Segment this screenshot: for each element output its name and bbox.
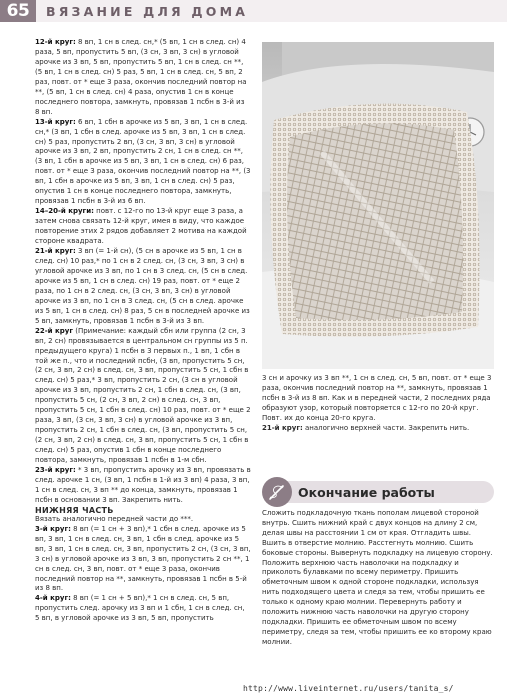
rounds-14-20-paragraph: 14–20-й круги: повт. с 12-го по 13-й круг еще 3 раза, а затем снова связать 12-й круг, имея в виду, что каждое повторение этих 2 рядов добавляет 2 мотива на каждой стороне квадрата. xyxy=(35,207,247,246)
finishing-text: Сложить подкладочную ткань пополам лицевой стороной внутрь. Сшить нижний край с двух концов на длину 2 см, делая швы на расстоянии 1 см от края. Отгладить швы. Вшить в отверстие молнию. Расстегнуть молнию. Сшить боковые стороны. Вывернуть подкладку на лицевую сторону. Положить верхнюю часть наволочки на подкладку и приколоть булавками по всему периметру. Пришить обметочным швом к одной стороне подкладки, используя нить подходящего цвета и следя за тем, чтобы пришить ее только к одному краю молнии. Перевернуть работу и положить нижнюю часть наволочки на другую сторону подкладки. Пришить ее обметочным швом по всему периметру, следя за тем, чтобы пришить ее ко второму краю молнии. xyxy=(262,509,493,646)
pillow-photo xyxy=(262,42,494,369)
lower-part-intro: Вязать аналогично передней части до ***. xyxy=(35,514,194,523)
page-number: 65 xyxy=(0,0,36,22)
page-header xyxy=(0,0,507,22)
round-21-paragraph: 21-й круг: 3 вп (= 1-й сн), (5 сн в арочке из 5 вп, 1 сн в след. сн) 10 раз,* по 1 сн в 2 след. сн, (3 сн, 3 вп, 3 сн) в угловой арочке из 3 вп, по 1 сн в 3 след. сн, (5 сн в след. арочке из 5 вп, 1 сн в след. сн) 19 раз, повт. от * еще 2 раза, по 1 сн в 2 след. сн, (3 сн, 3 вп, 3 сн) в угловой арочке из 3 вп, по 1 сн в 3 след. сн, (5 сн в след. арочке из 5 вп, 1 сн в след. сн) 8 раз, 5 сн в последней арочке из 5 вп, замкнуть, провязав 1 псбн в 3-й из 3 вп. xyxy=(35,247,250,325)
lower-part-heading: НИЖНЯЯ ЧАСТЬ xyxy=(35,505,114,515)
round-23-paragraph: 23-й круг: * 3 вп, пропустить арочку из 3 вп, провязать в след. арочке 1 сн, (3 вп, 1 псбн в 1-й из 3 вп) 4 раза, 3 вп, 1 сн в след. сн, 3 вп ** до конца, замкнуть, провязав 1 псбн в основании 3 вп. Закрепить нить. xyxy=(35,465,251,504)
lower-round-4-paragraph: 4-й круг: 8 вп (= 1 сн + 5 вп),* 1 сн в след. сн, 5 вп, пропустить след. арочку из 3 вп и 1 сбн, 1 сн в след. сн, 5 вп, в угловой арочке из 3 вп, 5 вп, пропустить xyxy=(35,594,245,623)
needle-thread-icon xyxy=(262,477,292,507)
round-13-paragraph: 13-й круг: 6 вп, 1 сбн в арочке из 5 вп, 3 вп, 1 сн в след. сн,* (3 вп, 1 сбн в след. арочке из 5 вп, 3 вп, 1 сн в след. сн) 5 раз, пропустить 2 вп, (3 сн, 3 вп, 3 сн) в угловой арочке из 3 вп, 2 вп, пропустить 2 сн, 1 сн в след. сн **, (3 вп, 1 сбн в арочке из 5 вп, 3 вп, 1 сн в след. сн) 6 раз, повт. от * еще 3 раза, окончив последний повтор на **, (3 вп, 1 сбн в арочке из 5 вп, 3 вп, 1 сн в след. сн) 5 раз, опустив 1 сн в конце последнего повтора, замкнуть, провязав 1 псбн в 3-й из 6 вп. xyxy=(35,117,251,206)
lower-round-4-continued: 3 сн и арочку из 3 вп **, 1 сн в след. сн, 5 вп, повт. от * еще 3 раза, окончив последний повтор на **, замкнуть, провязав 1 псбн в 3-й из 8 вп. Как и в передней части, 2 последних ряда образуют узор, который повторяется с 12-го по 20-й круг. Повт. их до конца 20-го круга. xyxy=(262,374,492,422)
left-column xyxy=(35,38,251,668)
right-column xyxy=(262,374,494,434)
finishing-heading-block xyxy=(262,477,494,507)
source-url: http://www.liveinternet.ru/users/tanita_s/ xyxy=(243,684,454,693)
finishing-heading: Окончание работы xyxy=(280,481,494,503)
round-12-paragraph: 12-й круг: 8 вп, 1 сн в след. сн,* (5 вп, 1 сн в след. сн) 4 раза, 5 вп, пропустить 5 вп, (3 сн, 3 вп, 3 сн) в угловой арочке из 3 вп, 5 вп, пропустить 5 вп, 1 сн в след. сн **, (5 вп, 1 сн в след. сн) 5 раз, 5 вп, 1 сн в след. сн, 5 вп, 2 раз, повт. от * еще 3 раза, окончив последний повтор на **, (5 вп, 1 сн в след. сн) 4 раза, опустив 1 сн в конце последнего повтора, замкнуть, провязав 1 псбн в 3-й из 8 вп. xyxy=(35,38,247,116)
round-22-paragraph: 22-й круг (Примечание: каждый сбн или группа (2 сн, 3 вп, 2 сн) провязывается в центральном сн группы из 5 п. предыдущего круга) 1 псбн в 3 первых п., 1 вп, 1 сбн в той же п., что и последний псбн, (3 вп, пропустить 5 сн, (2 сн, 3 вп, 2 сн) в след. сн, 3 вп, пропустить 5 сн, 1 сбн в след. сн) 5 раз,* 3 вп, пропустить 2 сн, (3 сн в угловой арочке из 3 вп, пропустить 2 сн, 1 сбн в след. сн, (3 вп, пропустить 5 сн, (2 сн, 3 вп, 2 сн) в след. сн, 3 вп, пропустить 5 сн, 1 сбн в след. сн) 10 раз, повт. от * еще 2 раза, 3 вп, (3 сн, 3 вп, 3 сн) в угловой арочке из 3 вп, пропустить 2 сн, 1 сбн в след. сн, (3 вп, пропустить 5 сн, (2 сн, 3 вп, 2 сн) в след. сн, 3 вп, пропустить 5 сн, 1 сбн в след. сн) 5 раз, опустив 1 сбн в конце последнего повтора, замкнуть, провязав 1 псбн в 1-м сбн. xyxy=(35,326,251,465)
magazine-title: ВЯЗАНИЕ ДЛЯ ДОМА xyxy=(36,0,507,22)
lower-round-21-paragraph: 21-й круг: аналогично верхней части. Закрепить нить. xyxy=(262,423,470,432)
lower-round-3-paragraph: 3-й круг: 8 вп (= 1 сн + 3 вп),* 1 сбн в след. арочке из 5 вп, 3 вп, 1 сн в след. сн, 3 вп, 1 сбн в след. арочке из 5 вп, 3 вп, 1 сн в след. сн, 3 вп, пропустить 2 сн, (3 сн, 3 вп, 3 сн) в угловой арочке из 3 вп, 3 вп, пропустить 2 сн **, 1 сн в след. сн, 3 вп, повт. от * еще 3 раза, окончив последний повтор на **, замкнуть, провязав 1 псбн в 5-й из 8 вп. xyxy=(35,524,251,593)
